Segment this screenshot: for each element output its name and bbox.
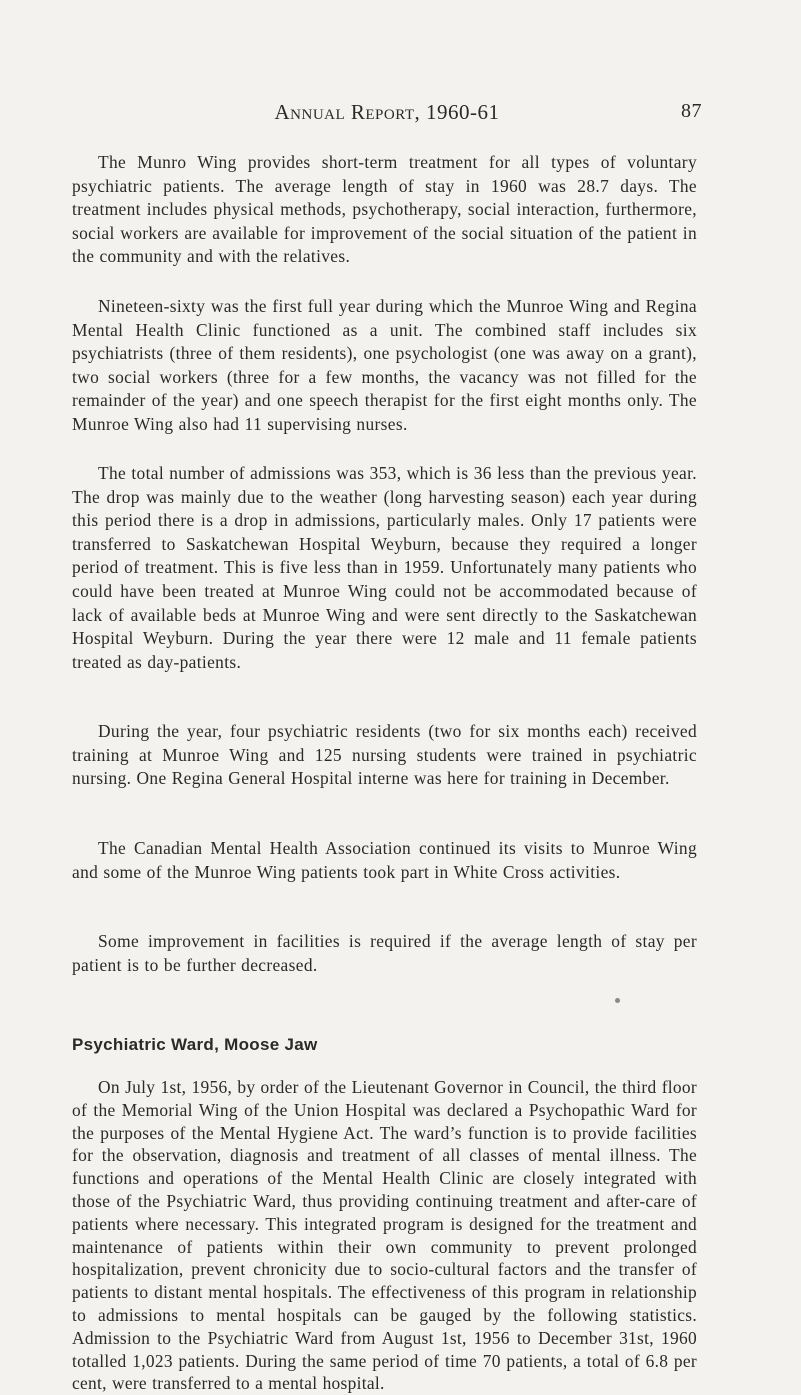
paragraph-text: On July 1st, 1956, by order of the Lieutenant Governor in Council, the third floor of the Memorial Wing of the Union Hospital was declared a Psychopathic Ward for the purposes of the Mental Hygiene Act. The ward’s function is to provide facilities for the observation, diagnosis and treatment of all classes of mental illness. The functions and operations of the Mental Health Clinic are closely integrated with those of the Psychiatric Ward, thus providing continuing treatment and after-care of patients where necessary. This integrated program is designed for the treatment and maintenance of patients within their own community to prevent prolonged hospitalization, prevent chronicity due to socio-cultural factors and the transfer of patients to distant mental hospitals. The effectiveness of this program in relationship to admissions to mental hospitals can be gauged by the following statistics. Admission to the Psychiatric Ward from August 1st, 1956 to December 31st, 1960 totalled 1,023 patients. During the same period of time 70 patients, a total of 6.8 per cent, were transferred to a mental hospital.: [72, 1077, 697, 1394]
paragraph-text: Nineteen-sixty was the first full year during which the Munroe Wing and Regina Mental Health Clinic functioned as a unit. The combined staff includes six psychiatrists (three of them residents), one psychologist (one was away on a grant), two social workers (three for a few months, the vacancy was not filled for the remainder of the year) and one speech therapist for the first eight months only. The Munroe Wing also had 11 supervising nurses.: [72, 296, 697, 434]
paragraph-moose-jaw-ward: [72, 1076, 697, 1395]
paragraph-text: The Munro Wing provides short-term treatment for all types of voluntary psychiatric patients. The average length of stay in 1960 was 28.7 days. The treatment includes physical methods, psychotherapy, social interaction, furthermore, social workers are available for improvement of the social situation of the patient in the community and with the relatives.: [72, 152, 697, 267]
paragraph-admissions: [72, 462, 697, 674]
paragraph-text: The Canadian Mental Health Association continued its visits to Munroe Wing and some of the Munroe Wing patients took part in White Cross activities.: [72, 838, 697, 882]
paragraph-text: During the year, four psychiatric residents (two for six months each) received training at Munroe Wing and 125 nursing students were trained in psychiatric nursing. One Regina General Hospital interne was here for training in December.: [72, 721, 697, 789]
section-heading: Psychiatric Ward, Moose Jaw: [72, 1035, 318, 1054]
paragraph-munro-wing-treatment: [72, 151, 697, 269]
page-number: 87: [681, 100, 702, 122]
running-header: [72, 100, 702, 130]
print-speck: [615, 998, 620, 1003]
paragraph-facilities: [72, 930, 697, 977]
paragraph-text: Some improvement in facilities is required if the average length of stay per patient is to be further decreased.: [72, 931, 697, 975]
paragraph-staff: [72, 295, 697, 437]
paragraph-text: The total number of admissions was 353, which is 36 less than the previous year. The drop was mainly due to the weather (long harvesting season) each year during this period there is a drop in admissions, particularly males. Only 17 patients were transferred to Saskatchewan Hospital Weyburn, because they required a longer period of treatment. This is five less than in 1959. Unfortunately many patients who could have been treated at Munroe Wing could not be accommodated because of lack of available beds at Munroe Wing and were sent directly to the Saskatchewan Hospital Weyburn. During the year there were 12 male and 11 female patients treated as day-patients.: [72, 463, 697, 672]
paragraph-cmha-visits: [72, 837, 697, 884]
paragraph-training: [72, 720, 697, 791]
report-title: Annual Report, 1960-61: [274, 100, 500, 124]
